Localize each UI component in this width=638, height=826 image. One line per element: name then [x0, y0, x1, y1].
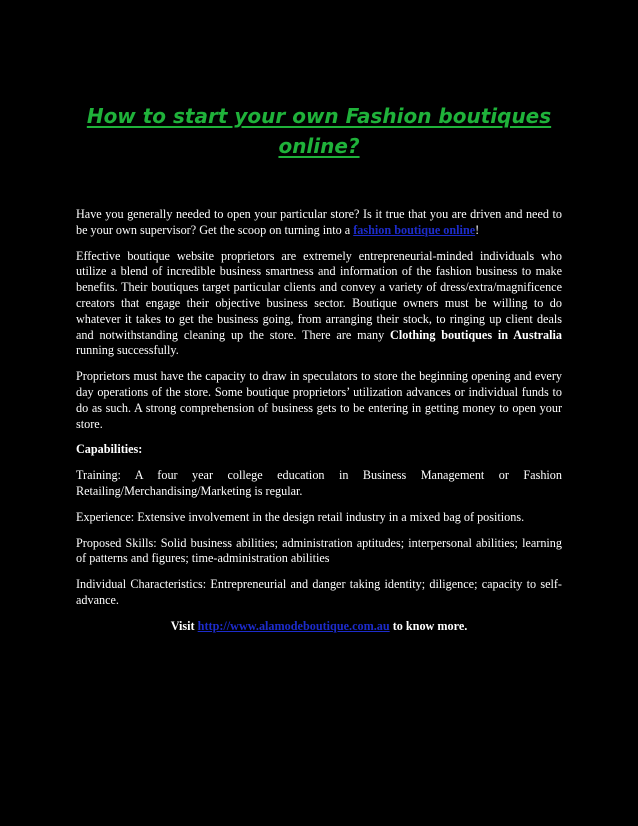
- skills-paragraph: Proposed Skills: Solid business abilities; administration aptitudes; interpersonal abilities; learning of patterns and figures; time-administration abilities: [76, 535, 562, 566]
- document-body: [76, 207, 562, 645]
- alamode-boutique-link[interactable]: http://www.alamodeboutique.com.au: [197, 618, 390, 633]
- intro-text: Have you generally needed to open your particular store? Is it true that you are driven and need to be your own supervisor? Get the scoop on turning into a: [76, 207, 562, 237]
- visit-prefix: Visit: [170, 618, 198, 633]
- characteristics-paragraph: Individual Characteristics: Entrepreneurial and danger taking identity; diligence; capacity to self-advance.: [76, 577, 562, 607]
- paragraph-investors: Proprietors must have the capacity to draw in speculators to store the beginning opening and every day operations of the store. Some boutique proprietors’ utilization advances or individual funds to do as such. A strong comprehension of business gets to be entering in getting money to open your store.: [76, 369, 562, 431]
- training-paragraph: Training: A four year college education in Business Management or Fashion Retailing/Merchandising/Marketing is regular.: [76, 468, 562, 498]
- experience-paragraph: Experience: Extensive involvement in the design retail industry in a mixed bag of positions.: [76, 509, 525, 524]
- page-title: How to start your own Fashion boutiques online?: [86, 104, 552, 158]
- fashion-boutique-link[interactable]: fashion boutique online: [353, 222, 476, 237]
- intro-end: !: [475, 222, 480, 237]
- visit-line: [76, 619, 562, 635]
- clothing-boutiques-bold: Clothing boutiques in Australia: [390, 327, 562, 342]
- visit-suffix: to know more.: [389, 618, 468, 633]
- capabilities-heading: Capabilities:: [76, 442, 143, 457]
- paragraph-proprietors: [76, 249, 562, 360]
- intro-paragraph: [76, 207, 562, 239]
- paragraph-proprietors-text: Effective boutique website proprietors are extremely entrepreneurial-minded individuals who utilize a blend of incredible business smartness and information of the fashion business to make benefits. Their boutiques target particular clients and convey a variety of dress/extra/magnificence creators that engage their objective business sector. Boutique owners must be willing to do whatever it takes to get the business going, from arranging their stock, to ringing up client deals and notwithstanding cleaning up the store. There are many: [76, 248, 562, 342]
- paragraph-proprietors-end: running successfully.: [76, 343, 179, 358]
